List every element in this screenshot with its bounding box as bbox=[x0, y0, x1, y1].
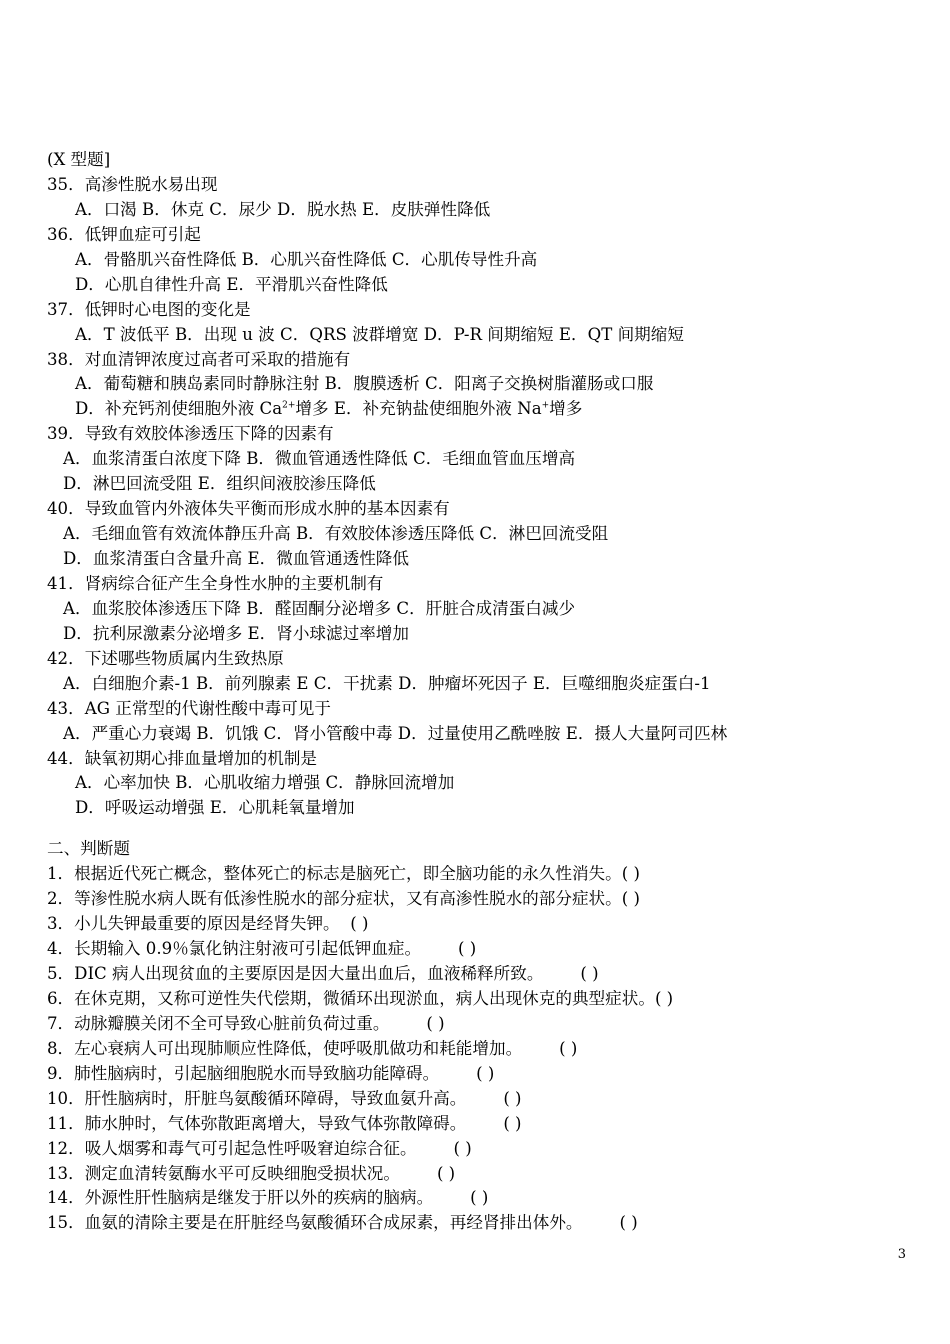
question-options: D．血浆清蛋白含量升高 E．微血管通透性降低 bbox=[63, 549, 409, 568]
section-label: (X 型题] bbox=[47, 150, 111, 169]
question-options: A．严重心力衰竭 B．饥饿 C．肾小管酸中毒 D．过量使用乙酰唑胺 E．摄人大量阿司匹林 bbox=[63, 723, 728, 743]
answer-blank[interactable]: ( ) bbox=[476, 1063, 495, 1083]
answer-blank[interactable]: ( ) bbox=[350, 914, 369, 934]
tf-item bbox=[47, 1186, 917, 1211]
question-options: A．血浆胶体渗透压下降 B．醛固酮分泌增多 C．肝脏合成清蛋白减少 bbox=[63, 598, 576, 618]
tf-item bbox=[47, 862, 917, 887]
answer-blank[interactable]: ( ) bbox=[503, 1113, 522, 1133]
option-text: D．补充钙剂使细胞外液 Ca bbox=[75, 399, 283, 419]
option-text: 增多 E．补充钠盐使细胞外液 Na bbox=[295, 399, 542, 419]
question-stem: 36．低钾血症可引起 bbox=[47, 224, 201, 244]
answer-blank[interactable]: ( ) bbox=[470, 1188, 489, 1208]
question-options: A．T 波低平 B．出现 u 波 C．QRS 波群增宽 D．P-R 间期缩短 E．QT 间期缩短 bbox=[75, 324, 684, 344]
section-title: 二、判断题 bbox=[47, 839, 130, 859]
tf-item bbox=[47, 1112, 917, 1137]
answer-blank[interactable]: ( ) bbox=[426, 1013, 445, 1033]
tf-item-text: 5．DIC 病人出现贫血的主要原因是因大量出血后，血液稀释所致。 bbox=[47, 964, 544, 983]
tf-item-text: 9．肺性脑病时，引起脑细胞脱水而导致脑功能障碍。 bbox=[47, 1063, 440, 1083]
superscript: 2+ bbox=[282, 400, 296, 411]
tf-item bbox=[47, 1211, 917, 1236]
superscript: + bbox=[541, 400, 550, 411]
answer-blank[interactable]: ( ) bbox=[580, 964, 599, 983]
tf-item-text: 13．测定血清转氨酶水平可反映细胞受损状况。 bbox=[47, 1163, 400, 1183]
question-stem: 43．AG 正常型的代谢性酸中毒可见于 bbox=[47, 698, 331, 718]
section-gap bbox=[47, 821, 917, 837]
tf-item bbox=[47, 1087, 917, 1112]
answer-blank[interactable]: ( ) bbox=[436, 1163, 456, 1183]
question-stem: 35．高渗性脱水易出现 bbox=[47, 174, 218, 194]
answer-blank[interactable]: ( ) bbox=[458, 939, 477, 959]
tf-item-text: 6．在休克期，又称可逆性失代偿期，微循环出现淤血，病人出现休克的典型症状。 bbox=[47, 988, 655, 1008]
tf-item bbox=[47, 1137, 917, 1162]
question-options: A．白细胞介素-1 B．前列腺素 E C．干扰素 D．肿瘤坏死因子 E．巨噬细胞炎症蛋白-1 bbox=[63, 673, 711, 693]
question-options: A．血浆清蛋白浓度下降 B．微血管通透性降低 C．毛细血管血压增高 bbox=[63, 449, 576, 469]
page-number: 3 bbox=[897, 1247, 906, 1262]
answer-blank[interactable]: ( ) bbox=[559, 1038, 578, 1058]
tf-item bbox=[47, 1162, 917, 1187]
tf-item-text: 10．肝性脑病时，肝脏鸟氨酸循环障碍，导致血氨升高。 bbox=[47, 1088, 467, 1108]
tf-item-text: 11．肺水肿时，气体弥散距离增大，导致气体弥散障碍。 bbox=[47, 1113, 467, 1133]
question-stem: 44．缺氧初期心排血量增加的机制是 bbox=[47, 748, 318, 768]
tf-item bbox=[47, 912, 917, 937]
question-stem: 39．导致有效胶体渗透压下降的因素有 bbox=[47, 424, 334, 444]
answer-blank[interactable]: ( ) bbox=[453, 1138, 472, 1158]
tf-item-text: 2．等渗性脱水病人既有低渗性脱水的部分症状，又有高渗性脱水的部分症状。 bbox=[47, 889, 622, 909]
tf-item bbox=[47, 887, 917, 912]
question-options: D．呼吸运动增强 E．心肌耗氧量增加 bbox=[75, 798, 355, 818]
answer-blank[interactable]: ( ) bbox=[654, 988, 674, 1008]
question-options: D．心肌自律性升高 E．平滑肌兴奋性降低 bbox=[75, 274, 388, 294]
question-options bbox=[47, 397, 917, 422]
tf-item-text: 4．长期输入 0.9％氯化钠注射液可引起低钾血症。 bbox=[47, 939, 422, 959]
tf-item-text: 12．吸人烟雾和毒气可引起急性呼吸窘迫综合征。 bbox=[47, 1138, 417, 1158]
document-page bbox=[47, 148, 917, 1236]
question-options: D．抗利尿激素分泌增多 E．肾小球滤过率增加 bbox=[63, 623, 409, 643]
question-options: A．骨骼肌兴奋性降低 B．心肌兴奋性降低 C．心肌传导性升高 bbox=[75, 249, 538, 269]
question-stem: 38．对血清钾浓度过高者可采取的措施有 bbox=[47, 349, 351, 369]
answer-blank[interactable]: ( ) bbox=[621, 864, 640, 884]
question-stem: 41．肾病综合征产生全身性水肿的主要机制有 bbox=[47, 573, 384, 593]
tf-item-text: 14．外源性肝性脑病是继发于肝以外的疾病的脑病。 bbox=[47, 1188, 434, 1208]
tf-item-text: 15．血氨的清除主要是在肝脏经鸟氨酸循环合成尿素，再经肾排出体外。 bbox=[47, 1213, 583, 1233]
tf-item bbox=[47, 987, 917, 1012]
answer-blank[interactable]: ( ) bbox=[619, 1213, 638, 1233]
tf-item bbox=[47, 1037, 917, 1062]
question-stem: 40．导致血管内外液体失平衡而形成水肿的基本因素有 bbox=[47, 499, 450, 519]
option-text: 增多 bbox=[549, 399, 583, 419]
tf-item-text: 3．小儿失钾最重要的原因是经肾失钾。 bbox=[47, 914, 340, 934]
tf-item-text: 1．根据近代死亡概念，整体死亡的标志是脑死亡，即全脑功能的永久性消失。 bbox=[47, 864, 622, 884]
question-options: D．淋巴回流受阻 E．组织间液胶渗压降低 bbox=[63, 474, 376, 494]
tf-item bbox=[47, 1062, 917, 1087]
answer-blank[interactable]: ( ) bbox=[621, 889, 640, 909]
tf-item bbox=[47, 1012, 917, 1037]
tf-item bbox=[47, 962, 917, 987]
question-stem: 42．下述哪些物质属内生致热原 bbox=[47, 648, 284, 668]
tf-item-text: 7．动脉瓣膜关闭不全可导致心脏前负荷过重。 bbox=[47, 1013, 390, 1033]
tf-item-text: 8．左心衰病人可出现肺顺应性降低，使呼吸肌做功和耗能增加。 bbox=[47, 1038, 523, 1058]
question-options: A．心率加快 B．心肌收缩力增强 C．静脉回流增加 bbox=[75, 773, 455, 793]
question-stem: 37．低钾时心电图的变化是 bbox=[47, 299, 251, 319]
tf-item bbox=[47, 937, 917, 962]
question-options: A．毛细血管有效流体静压升高 B．有效胶体渗透压降低 C．淋巴回流受阻 bbox=[63, 524, 609, 544]
answer-blank[interactable]: ( ) bbox=[503, 1088, 522, 1108]
question-options: A．口渴 B．休克 C．尿少 D．脱水热 E．皮肤弹性降低 bbox=[75, 199, 491, 219]
question-options: A．葡萄糖和胰岛素同时静脉注射 B．腹膜透析 C．阳离子交换树脂灌肠或口服 bbox=[75, 374, 654, 394]
